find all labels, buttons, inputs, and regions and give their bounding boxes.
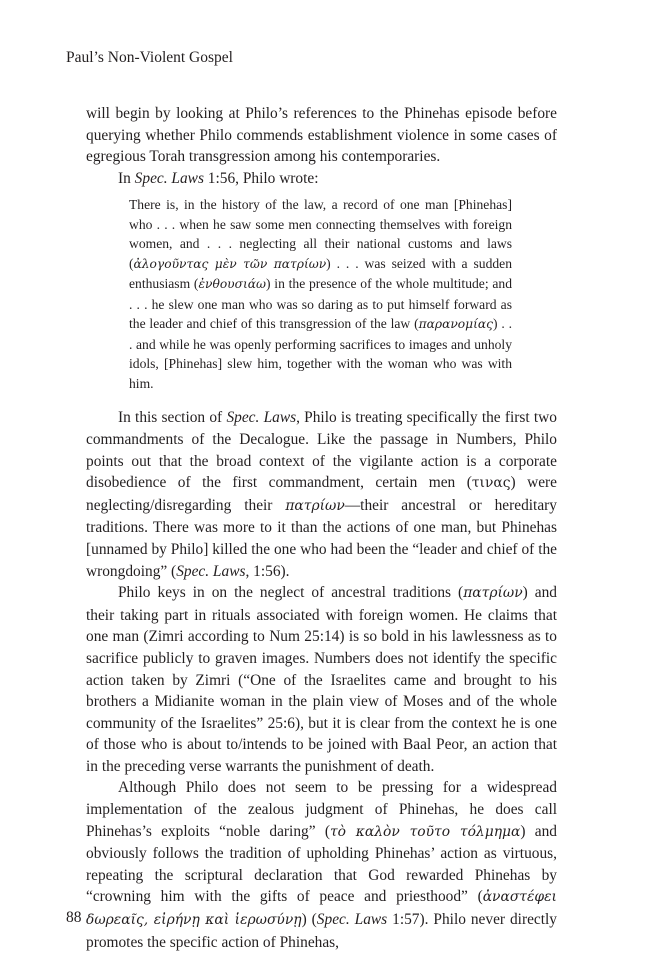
greek-phrase: ἐνθουσιάω [198,277,267,292]
paragraph-4: Philo keys in on the neglect of ancestral traditions (πατρίων) and their taking part in rituals associated with foreign women. He claims that one man (Zimri according to Num 25:14) is so bold in his lawlessness as to sacrifice publicly to graven images. Numbers does not identify the specific action taken by Zimri (“One of the Israelites came and brought to his brothers a Midianite woman in the plain view of Moses and of the whole community of the Israelites” 25:6), but it is clear from the context he is one of those who is about to/intends to be joined with Baal Peor, an action that in the preceding verse warrants the punishment of death. [86,584,557,775]
greek-phrase: τὸ καλὸν τοῦτο τόλμημα [329,823,521,840]
paragraph-3: In this section of Spec. Laws, Philo is treating specifically the first two commandments of the Decalogue. Like the passage in Numbers, Philo points out that the broad context of the vigilante action is a corporate disobedience of the first commandment, certain men (τινας) were neglecting/disregarding their πατρίων—their ancestral or hereditary traditions. There was more to it than the actions of one man, but Phinehas [unnamed by Philo] killed the one who had been the “leader and chief of the wrongdoing” (Spec. Laws, 1:56). [86,409,557,580]
block-quote: There is, in the history of the law, a record of one man [Phinehas] who . . . when he saw some men connecting themselves with foreign women, and . . . neglecting all their national customs and laws (ἀλογοῦντας μὲν τῶν πατρίων) . . . was seized with a sudden enthusiasm (ἐνθουσιάω) in the presence of the whole multitude; and . . . he slew one man who was so daring as to put himself forward as the leader and chief of this transgression of the law (παρανομίας) . . . and while he was openly performing sacrifices to images and unholy idols, [Phinehas] slew him, together with the woman who was with him. [129,197,513,391]
greek-phrase: ἀναστέφει δωρεαῖς, εἰρήνῃ καὶ ἱερωσύνῃ [86,889,557,929]
running-head: Paul’s Non-Violent Gospel [66,49,233,66]
greek-word: τινας [471,475,511,492]
paragraph-1: will begin by looking at Philo’s references to the Phinehas episode before querying whether Philo commends establishment violence in some cases of egregious Torah transgression among his contemporaries. [86,105,557,166]
body-text [86,103,557,953]
greek-phrase: ἀλογοῦντας μὲν τῶν πατρίων [133,256,327,271]
greek-word: πατρίων [463,585,523,602]
page-number: 88 [66,909,82,926]
greek-word: πατρίων [285,497,345,514]
greek-phrase: παρανομίας [418,317,494,332]
paragraph-5: Although Philo does not seem to be pressing for a widespread implementation of the zealous judgment of Phinehas, he does call Phinehas’s exploits “noble daring” (τὸ καλὸν τοῦτο τόλμημα) and obviously follows the tradition of upholding Phinehas’ action as virtuous, repeating the scriptural declaration that God rewarded Phinehas by “crowning him with the gifts of peace and priesthood” (ἀναστέφει δωρεαῖς, εἰρήνῃ καὶ ἱερωσύνῃ) (Spec. Laws 1:57). Philo never directly promotes the specific action of Phinehas, [86,779,557,951]
paragraph-2: In Spec. Laws 1:56, Philo wrote: [118,169,319,187]
